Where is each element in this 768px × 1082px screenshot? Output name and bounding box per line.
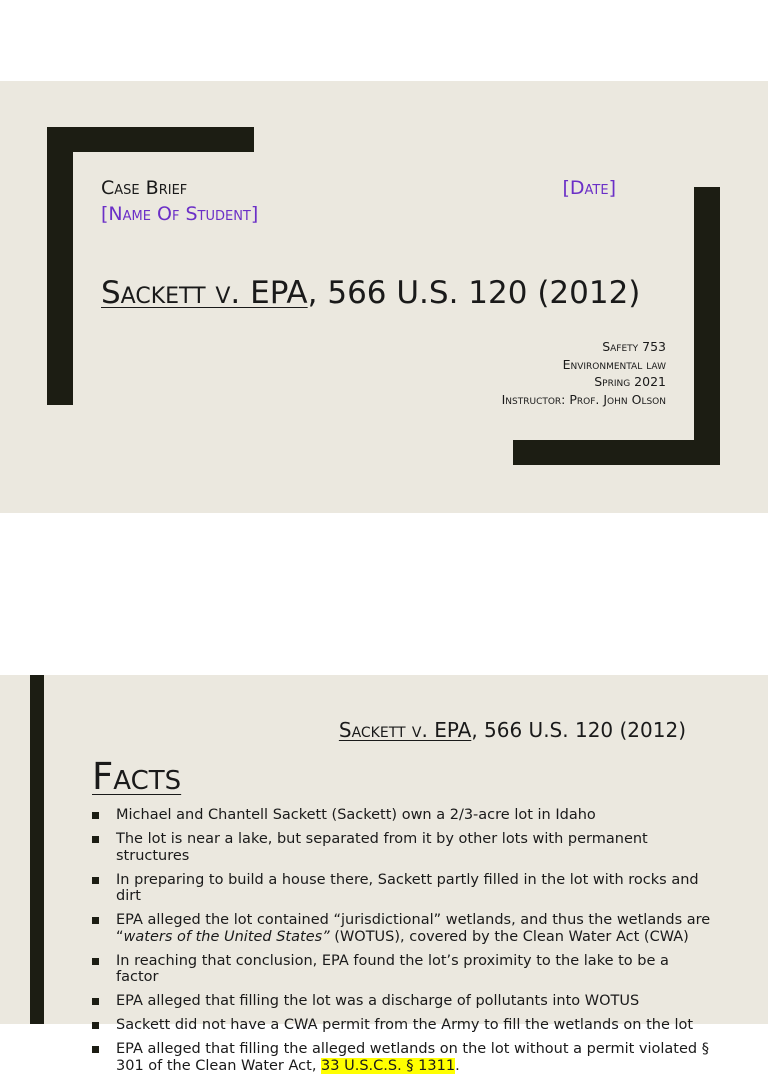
facts-heading: Facts: [92, 755, 182, 798]
frame-bar-top-left-horizontal: [47, 127, 254, 152]
case-name: Sackett v. EPA: [101, 275, 308, 311]
case-brief-label: Case Brief: [101, 177, 188, 199]
list-item: The lot is near a lake, but separated from it by other lots with permanent structures: [92, 831, 712, 864]
course-instructor: Instructor: Prof. John Olson: [501, 391, 666, 407]
list-item: In reaching that conclusion, EPA found the lot’s proximity to the lake to be a factor: [92, 953, 712, 986]
case-citation: , 566 U.S. 120 (2012): [471, 718, 686, 742]
list-item: In preparing to build a house there, Sackett partly filled in the lot with rocks and dirt: [92, 872, 712, 905]
date-placeholder: [Date]: [562, 177, 616, 199]
list-item: EPA alleged that filling the alleged wetlands on the lot without a permit violated § 301 of the Clean Water Act, 33 U.S.C.S. § 1311.: [92, 1041, 712, 1074]
square-bullet-icon: [92, 877, 99, 884]
list-item: Michael and Chantell Sackett (Sackett) own a 2/3-acre lot in Idaho: [92, 807, 712, 824]
square-bullet-icon: [92, 917, 99, 924]
square-bullet-icon: [92, 812, 99, 819]
list-item: EPA alleged that filling the lot was a discharge of pollutants into WOTUS: [92, 993, 712, 1010]
slide-title: [339, 718, 686, 742]
square-bullet-icon: [92, 1046, 99, 1053]
case-name: Sackett v. EPA: [338, 718, 472, 742]
square-bullet-icon: [92, 958, 99, 965]
course-number: Safety 753: [602, 339, 666, 354]
frame-bar-bottom-right-horizontal: [513, 440, 720, 465]
student-name-placeholder: [Name Of Student]: [101, 203, 259, 225]
course-term: Spring 2021: [594, 374, 666, 389]
highlighted-citation: 33 U.S.C.S. § 1311: [321, 1057, 456, 1074]
case-citation: , 566 U.S. 120 (2012): [307, 275, 641, 311]
list-item: Sackett did not have a CWA permit from the Army to fill the wetlands on the lot: [92, 1017, 712, 1034]
italic-term: waters of the United States”: [123, 928, 330, 945]
facts-list: [92, 807, 712, 1082]
list-item: EPA alleged the lot contained “jurisdictional” wetlands, and thus the wetlands are “waters of the United States” (WOTUS), covered by the Clean Water Act (CWA): [92, 912, 712, 945]
square-bullet-icon: [92, 1022, 99, 1029]
course-info: [502, 338, 666, 408]
slide-title: [101, 275, 640, 311]
square-bullet-icon: [92, 836, 99, 843]
frame-bar-bottom-right-vertical: [694, 187, 720, 464]
square-bullet-icon: [92, 998, 99, 1005]
course-name: Environmental law: [562, 356, 666, 372]
left-accent-bar: [30, 675, 44, 1024]
title-slide: [0, 81, 768, 513]
facts-slide: [0, 675, 768, 1074]
frame-bar-top-left-vertical: [47, 127, 73, 405]
